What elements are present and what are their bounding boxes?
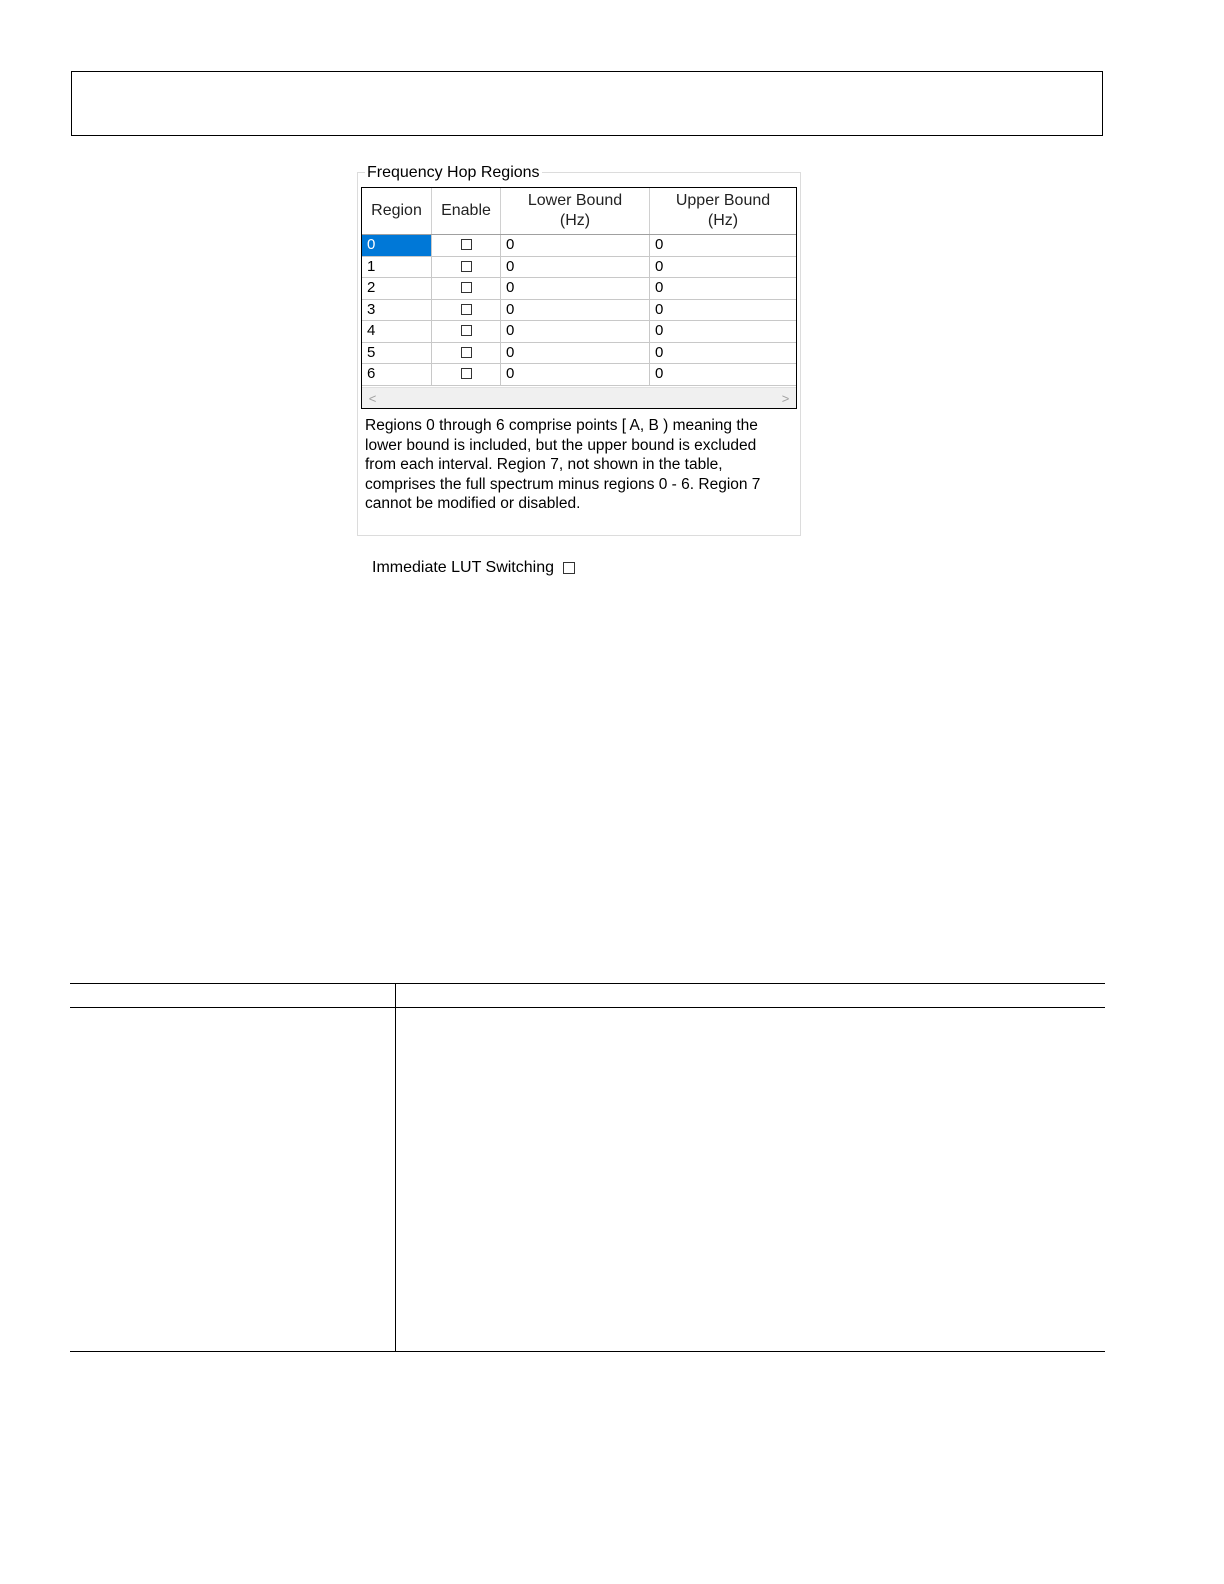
enable-cell [432,300,501,321]
table-row[interactable] [362,235,796,257]
region-cell[interactable]: 2 [362,278,432,299]
lower-bound-cell[interactable]: 0 [501,321,650,342]
enable-cell [432,257,501,278]
column-header-upper-bound[interactable]: Upper Bound (Hz) [675,192,771,229]
regions-note: Regions 0 through 6 comprise points [ A, B ) meaning the lower bound is included, but the upper bound is excluded from each interval. Region 7, not shown in the table, comprises the full spectrum minus regions 0 - 6. Region 7 cannot be modified or disabled. [365,417,761,513]
upper-bound-cell[interactable]: 0 [655,365,664,382]
column-header-enable[interactable]: Enable [432,188,501,234]
table-row[interactable] [362,300,796,322]
lower-bound-cell[interactable]: 0 [501,257,650,278]
grid-header [362,188,796,235]
enable-checkbox[interactable] [461,325,472,336]
upper-bound-cell[interactable]: 0 [655,343,664,361]
table-row[interactable] [362,257,796,279]
upper-bound-cell[interactable]: 0 [655,279,664,296]
region-cell[interactable]: 5 [362,343,432,364]
enable-cell [432,278,501,299]
table-header-rule [70,1007,1105,1008]
lower-bound-cell[interactable]: 0 [501,278,650,299]
lower-bound-cell[interactable]: 0 [501,364,650,385]
lower-bound-cell[interactable]: 0 [501,300,650,321]
table-bottom-rule [70,1351,1105,1352]
scroll-left-arrow-icon[interactable]: < [368,391,377,406]
region-cell[interactable]: 6 [362,364,432,385]
enable-cell [432,321,501,342]
table-row[interactable] [362,278,796,300]
region-cell[interactable]: 0 [362,235,432,256]
enable-checkbox[interactable] [461,368,472,379]
enable-cell [432,235,501,256]
region-cell[interactable]: 1 [362,257,432,278]
enable-checkbox[interactable] [461,239,472,250]
column-header-region[interactable]: Region [362,188,432,234]
table-row[interactable] [362,364,796,386]
upper-bound-cell[interactable]: 0 [655,322,664,339]
region-cell[interactable]: 4 [362,321,432,342]
enable-checkbox[interactable] [461,282,472,293]
lower-bound-cell[interactable]: 0 [501,343,650,364]
group-title: Frequency Hop Regions [367,164,540,181]
table-row[interactable] [362,321,796,343]
enable-cell [432,343,501,364]
upper-bound-cell[interactable]: 0 [655,257,664,275]
immediate-lut-switching-label: Immediate LUT Switching [372,559,554,576]
table-row[interactable] [362,343,796,365]
table-column-divider [395,983,396,1352]
enable-checkbox[interactable] [461,304,472,315]
scroll-right-arrow-icon[interactable]: > [781,391,790,406]
upper-bound-cell[interactable]: 0 [655,236,664,253]
bottom-table [70,983,1105,1352]
lower-bound-cell[interactable]: 0 [501,235,650,256]
enable-cell [432,364,501,385]
frequency-hop-regions-grid [361,187,797,409]
immediate-lut-switching-control [372,558,575,578]
column-header-lower-bound[interactable]: Lower Bound (Hz) [501,188,650,234]
horizontal-scrollbar[interactable] [362,387,796,408]
immediate-lut-switching-checkbox[interactable] [563,562,575,574]
enable-checkbox[interactable] [461,261,472,272]
enable-checkbox[interactable] [461,347,472,358]
upper-bound-cell[interactable]: 0 [655,300,664,318]
page-header-box [71,71,1103,136]
region-cell[interactable]: 3 [362,300,432,321]
table-top-rule [70,983,1105,984]
